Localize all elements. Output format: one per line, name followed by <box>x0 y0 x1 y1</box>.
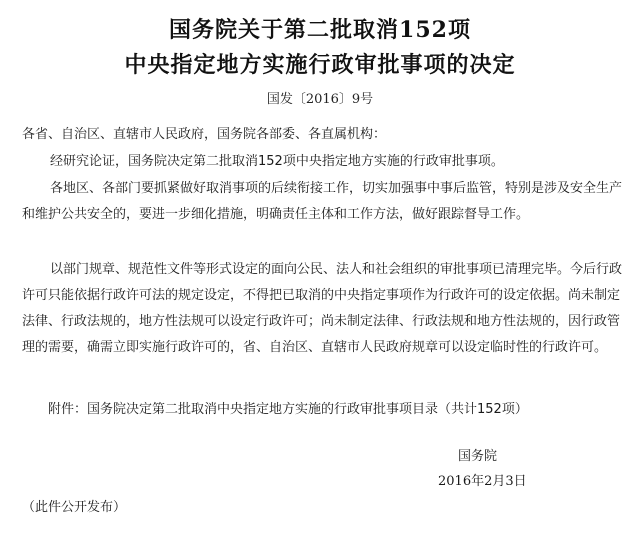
publication-note: （此件公开发布） <box>22 500 127 515</box>
document-title-line-1: 国务院关于第二批取消152项 <box>169 17 471 43</box>
body-paragraph: 各地区、各部门要抓紧做好取消事项的后续衔接工作，切实加强事中事后监管，特别是涉及安全生产和维护公共安全的，要进一步细化措施，明确责任主体和工作方法，做好跟踪督导工作。 <box>22 181 623 222</box>
addressee-line: 各省、自治区、直辖市人民政府，国务院各部委、各直属机构： <box>22 127 387 142</box>
issue-date: 2016年2月3日 <box>438 474 527 489</box>
document-number: 国发〔2016〕9号 <box>266 92 374 107</box>
issuing-authority: 国务院 <box>458 449 498 464</box>
body-paragraph: 以部门规章、规范性文件等形式设定的面向公民、法人和社会组织的审批事项已清理完毕。今后行政许可只能依据行政许可法的规定设定，不得把已取消的中央指定事项作为行政许可的设定依据。尚未制定法律、行政法规的，地方性法规可以设定行政许可；尚未制定法律、行政法规和地方性法规的，因行政管理的需要，确需立即实施行政许可的，省、自治区、直辖市人民政府规章可以设定临时性的行政许可。 <box>22 262 623 355</box>
document-title-line-2: 中央指定地方实施行政审批事项的决定 <box>124 52 516 78</box>
attachment-line: 附件：国务院决定第二批取消中央指定地方实施的行政审批事项目录（共计152项） <box>48 402 528 417</box>
body-paragraph: 经研究论证，国务院决定第二批取消152项中央指定地方实施的行政审批事项。 <box>50 154 504 169</box>
